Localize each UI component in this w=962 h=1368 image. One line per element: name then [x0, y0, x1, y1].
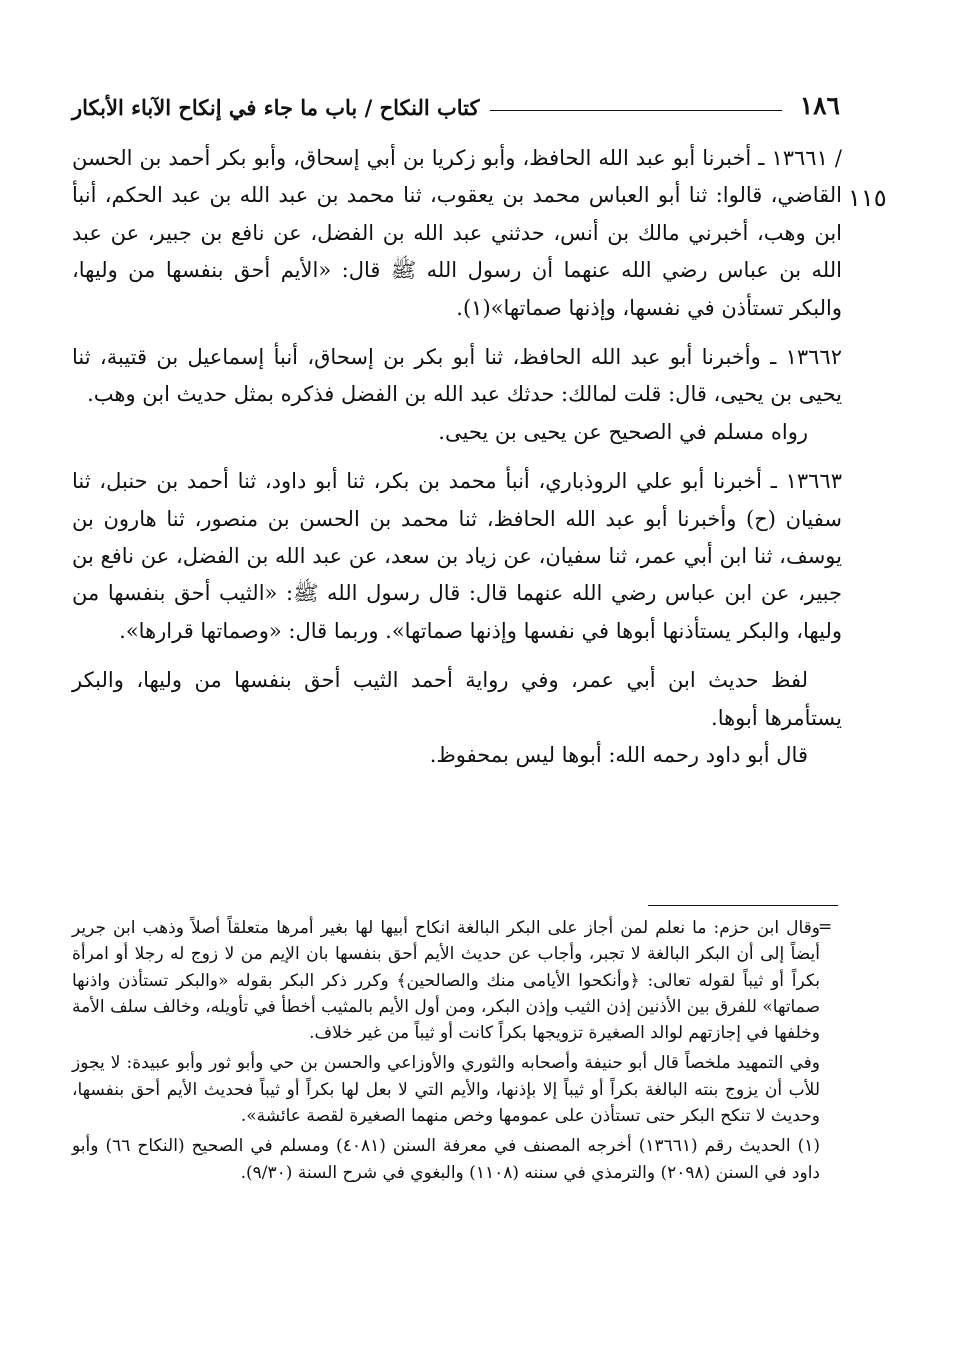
main-text [72, 140, 842, 775]
footnote-continuation-marker: = [818, 917, 833, 937]
commentary-abu-dawud: قال أبو داود رحمه الله: أبوها ليس بمحفوظ. [429, 743, 808, 768]
header-rule [490, 110, 782, 111]
footnote-tamhid: وفي التمهيد ملخصاً قال أبو حنيفة وأصحابه والثوري والأوزاعي والحسن بن حي وأبو ثور وأبو عبيدة: لا يجوز للأب أن يزوج بنته البالغة بكراً أو ثيباً إلا بإذنها، والأيم التي لا بعل لها بكراً أو ثيباً فحديث الأيم أحق بنفسها، وحديث لا تنكح البكر حتى تستأذن على عمومها وخص منهما الصغيرة لقصة عائشة». [72, 1053, 820, 1127]
hadith-13663: ١٣٦٦٣ ـ أخبرنا أبو علي الروذباري، أنبأ محمد بن بكر، ثنا أبو داود، ثنا أحمد بن حنبل، ثنا سفيان (ح) وأخبرنا أبو عبد الله الحافظ، ثنا محمد بن الحسن بن منصور، ثنا هارون بن يوسف، ثنا ابن أبي عمر، ثنا سفيان، عن زياد بن سعد، عن عبد الله بن الفضل، عن نافع بن جبير، عن ابن عباس رضي الله عنهما قال: قال رسول الله ﷺ: «الثيب أحق بنفسها من وليها، والبكر يستأذنها أبوها في نفسها وإذنها صماتها». وربما قال: «وصماتها قرارها». [72, 469, 842, 643]
commentary-muslim: رواه مسلم في الصحيح عن يحيى بن يحيى. [438, 419, 808, 444]
margin-page-reference: ١١٥ [848, 184, 887, 212]
running-header [72, 82, 840, 120]
footnote-ibn-hazm: وقال ابن حزم: ما نعلم لمن أجاز على البكر البالغة انكاح أبيها لها بغير أمرها متعلقاً أصلاً وذهب ابن جرير أيضاً إلى أن البكر البالغة لا تجبر، وأجاب عن حديث الأيم أحق بنفسها بان الإيم من لا زوج له رجلا أو امرأة بكراً أو ثيباً لقوله تعالى: ﴿وأنكحوا الأيامى منك والصالحين﴾ وكرر ذكر البكر بقوله «والبكر تستأذن واذنها صماتها» للفرق بين الأذنين إذن الثيب وإذن البكر، ومن أول الأيم بالمثيب أخطأ في تأويله، وخالف سلف الأمة وخلفها في إجازتهم لوالد الصغيرة تزويجها بكراً كانت أو ثيباً من غير خلاف. [72, 918, 820, 1044]
page-number: ١٨٦ [799, 91, 840, 120]
footnote-separator [648, 905, 838, 906]
commentary-lafz: لفظ حديث ابن أبي عمر، وفي رواية أحمد الثيب أحق بنفسها من وليها، والبكر يستأمرها أبوها. [72, 668, 842, 730]
hadith-13661: / ١٣٦٦١ ـ أخبرنا أبو عبد الله الحافظ، وأبو زكريا بن أبي إسحاق، وأبو بكر أحمد بن الحسن القاضي، قالوا: ثنا أبو العباس محمد بن يعقوب، ثنا محمد بن عبد الله بن عبد الحكم، أنبأ ابن وهب، أخبرني مالك بن أنس، حدثني عبد الله بن الفضل، عن نافع بن جبير، عن عبد الله بن عباس رضي الله عنهما أن رسول الله ﷺ قال: «الأيم أحق بنفسها من وليها، والبكر تستأذن في نفسها، وإذنها صماتها»(١). [72, 146, 842, 320]
chapter-title: كتاب النكاح / باب ما جاء في إنكاح الآباء الأبكار [72, 95, 480, 120]
footnote-1: (١) الحديث رقم (١٣٦٦١) أخرجه المصنف في معرفة السنن (٤٠٨١) ومسلم في الصحيح (النكاح ٦٦) وأبو داود في السنن (٢٠٩٨) والترمذي في سننه (١١٠٨) والبغوي في شرح السنة (٩/٣٠). [72, 1136, 820, 1183]
footnotes [72, 915, 820, 1186]
hadith-13662: ١٣٦٦٢ ـ وأخبرنا أبو عبد الله الحافظ، ثنا أبو بكر بن إسحاق، أنبأ إسماعيل بن قتيبة، ثنا يحيى بن يحيى، قال: قلت لمالك: حدثك عبد الله بن الفضل فذكره بمثل حديث ابن وهب. [72, 345, 842, 407]
